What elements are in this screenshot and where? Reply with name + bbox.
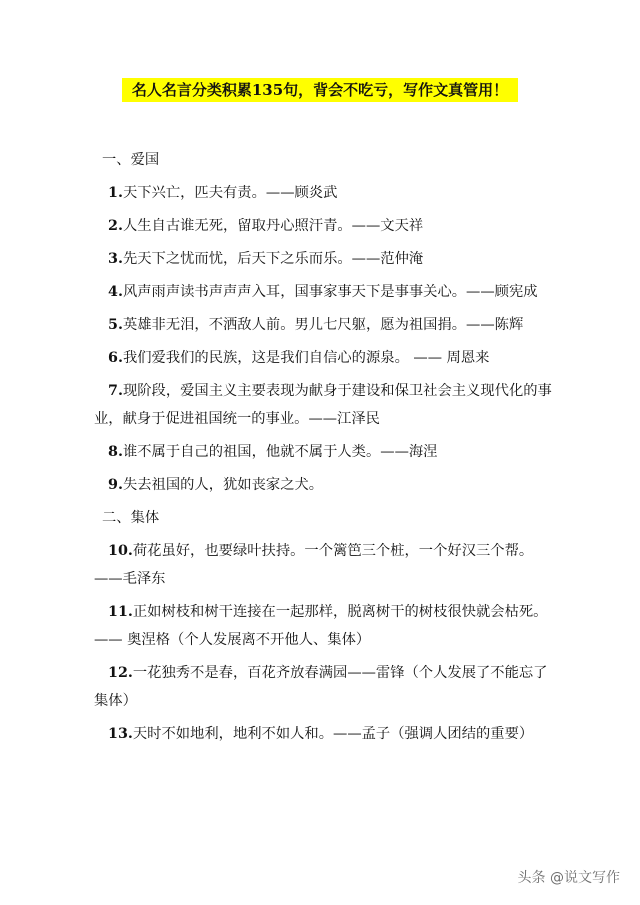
quote-item [94,720,554,748]
quote-number: 11. [108,604,133,620]
quote-item [94,179,554,207]
quote-number: 12. [108,665,133,681]
quote-text: 我们爱我们的民族，这是我们自信心的源泉。 —— 周恩来 [122,350,490,366]
quote-number: 9. [108,477,123,493]
document-title: 名人名言分类积累135句，背会不吃亏，写作文真管用！ [122,78,518,102]
title-wrap [0,78,640,102]
section-heading: 一、爱国 [102,152,160,168]
quote-text: 人生自古谁无死，留取丹心照汗青。——文天祥 [122,218,424,234]
quote-item [94,598,554,654]
quote-item [94,344,554,372]
quote-text: 先天下之忧而忧，后天下之乐而乐。——范仲淹 [122,251,424,267]
quote-text: 英雄非无泪，不洒敌人前。男儿七尺躯，愿为祖国捐。——陈辉 [122,317,524,333]
watermark: 头条 @说文写作 [517,870,620,886]
quote-number: 5. [108,317,123,333]
quote-text: 荷花虽好，也要绿叶扶持。一个篱笆三个桩，一个好汉三个帮。——毛泽东 [94,543,534,587]
document-body [94,146,554,753]
quote-text: 风声雨声读书声声声入耳，国事家事天下是事事关心。——顾宪成 [122,284,538,300]
quote-number: 13. [108,726,133,742]
quote-item [94,659,554,715]
quote-text: 天时不如地利，地利不如人和。——孟子（强调人团结的重要） [132,726,534,742]
quote-item [94,471,554,499]
quote-number: 6. [108,350,123,366]
quote-item [94,537,554,593]
quote-number: 10. [108,543,133,559]
quote-text: 失去祖国的人，犹如丧家之犬。 [122,477,324,493]
quote-number: 4. [108,284,123,300]
quote-item [94,377,554,433]
quote-item [94,212,554,240]
quote-text: 谁不属于自己的祖国，他就不属于人类。——海涅 [122,444,438,460]
section-heading: 二、集体 [102,510,160,526]
quote-text: 正如树枝和树干连接在一起那样，脱离树干的树枝很快就会枯死。 —— 奥涅格（个人发展离不开他人、集体） [94,604,548,648]
quote-number: 1. [108,185,123,201]
quote-number: 3. [108,251,123,267]
quote-item [94,311,554,339]
quote-number: 2. [108,218,123,234]
quote-text: 现阶段，爱国主义主要表现为献身于建设和保卫社会主义现代化的事业，献身于促进祖国统一的事业。——江泽民 [94,383,552,427]
quote-number: 8. [108,444,123,460]
quote-item [94,245,554,273]
quote-item [94,278,554,306]
quote-text: 一花独秀不是春，百花齐放春满园——雷锋（个人发展了不能忘了集体） [94,665,548,709]
quote-text: 天下兴亡，匹夫有责。——顾炎武 [122,185,338,201]
quote-number: 7. [108,383,123,399]
quote-item [94,438,554,466]
